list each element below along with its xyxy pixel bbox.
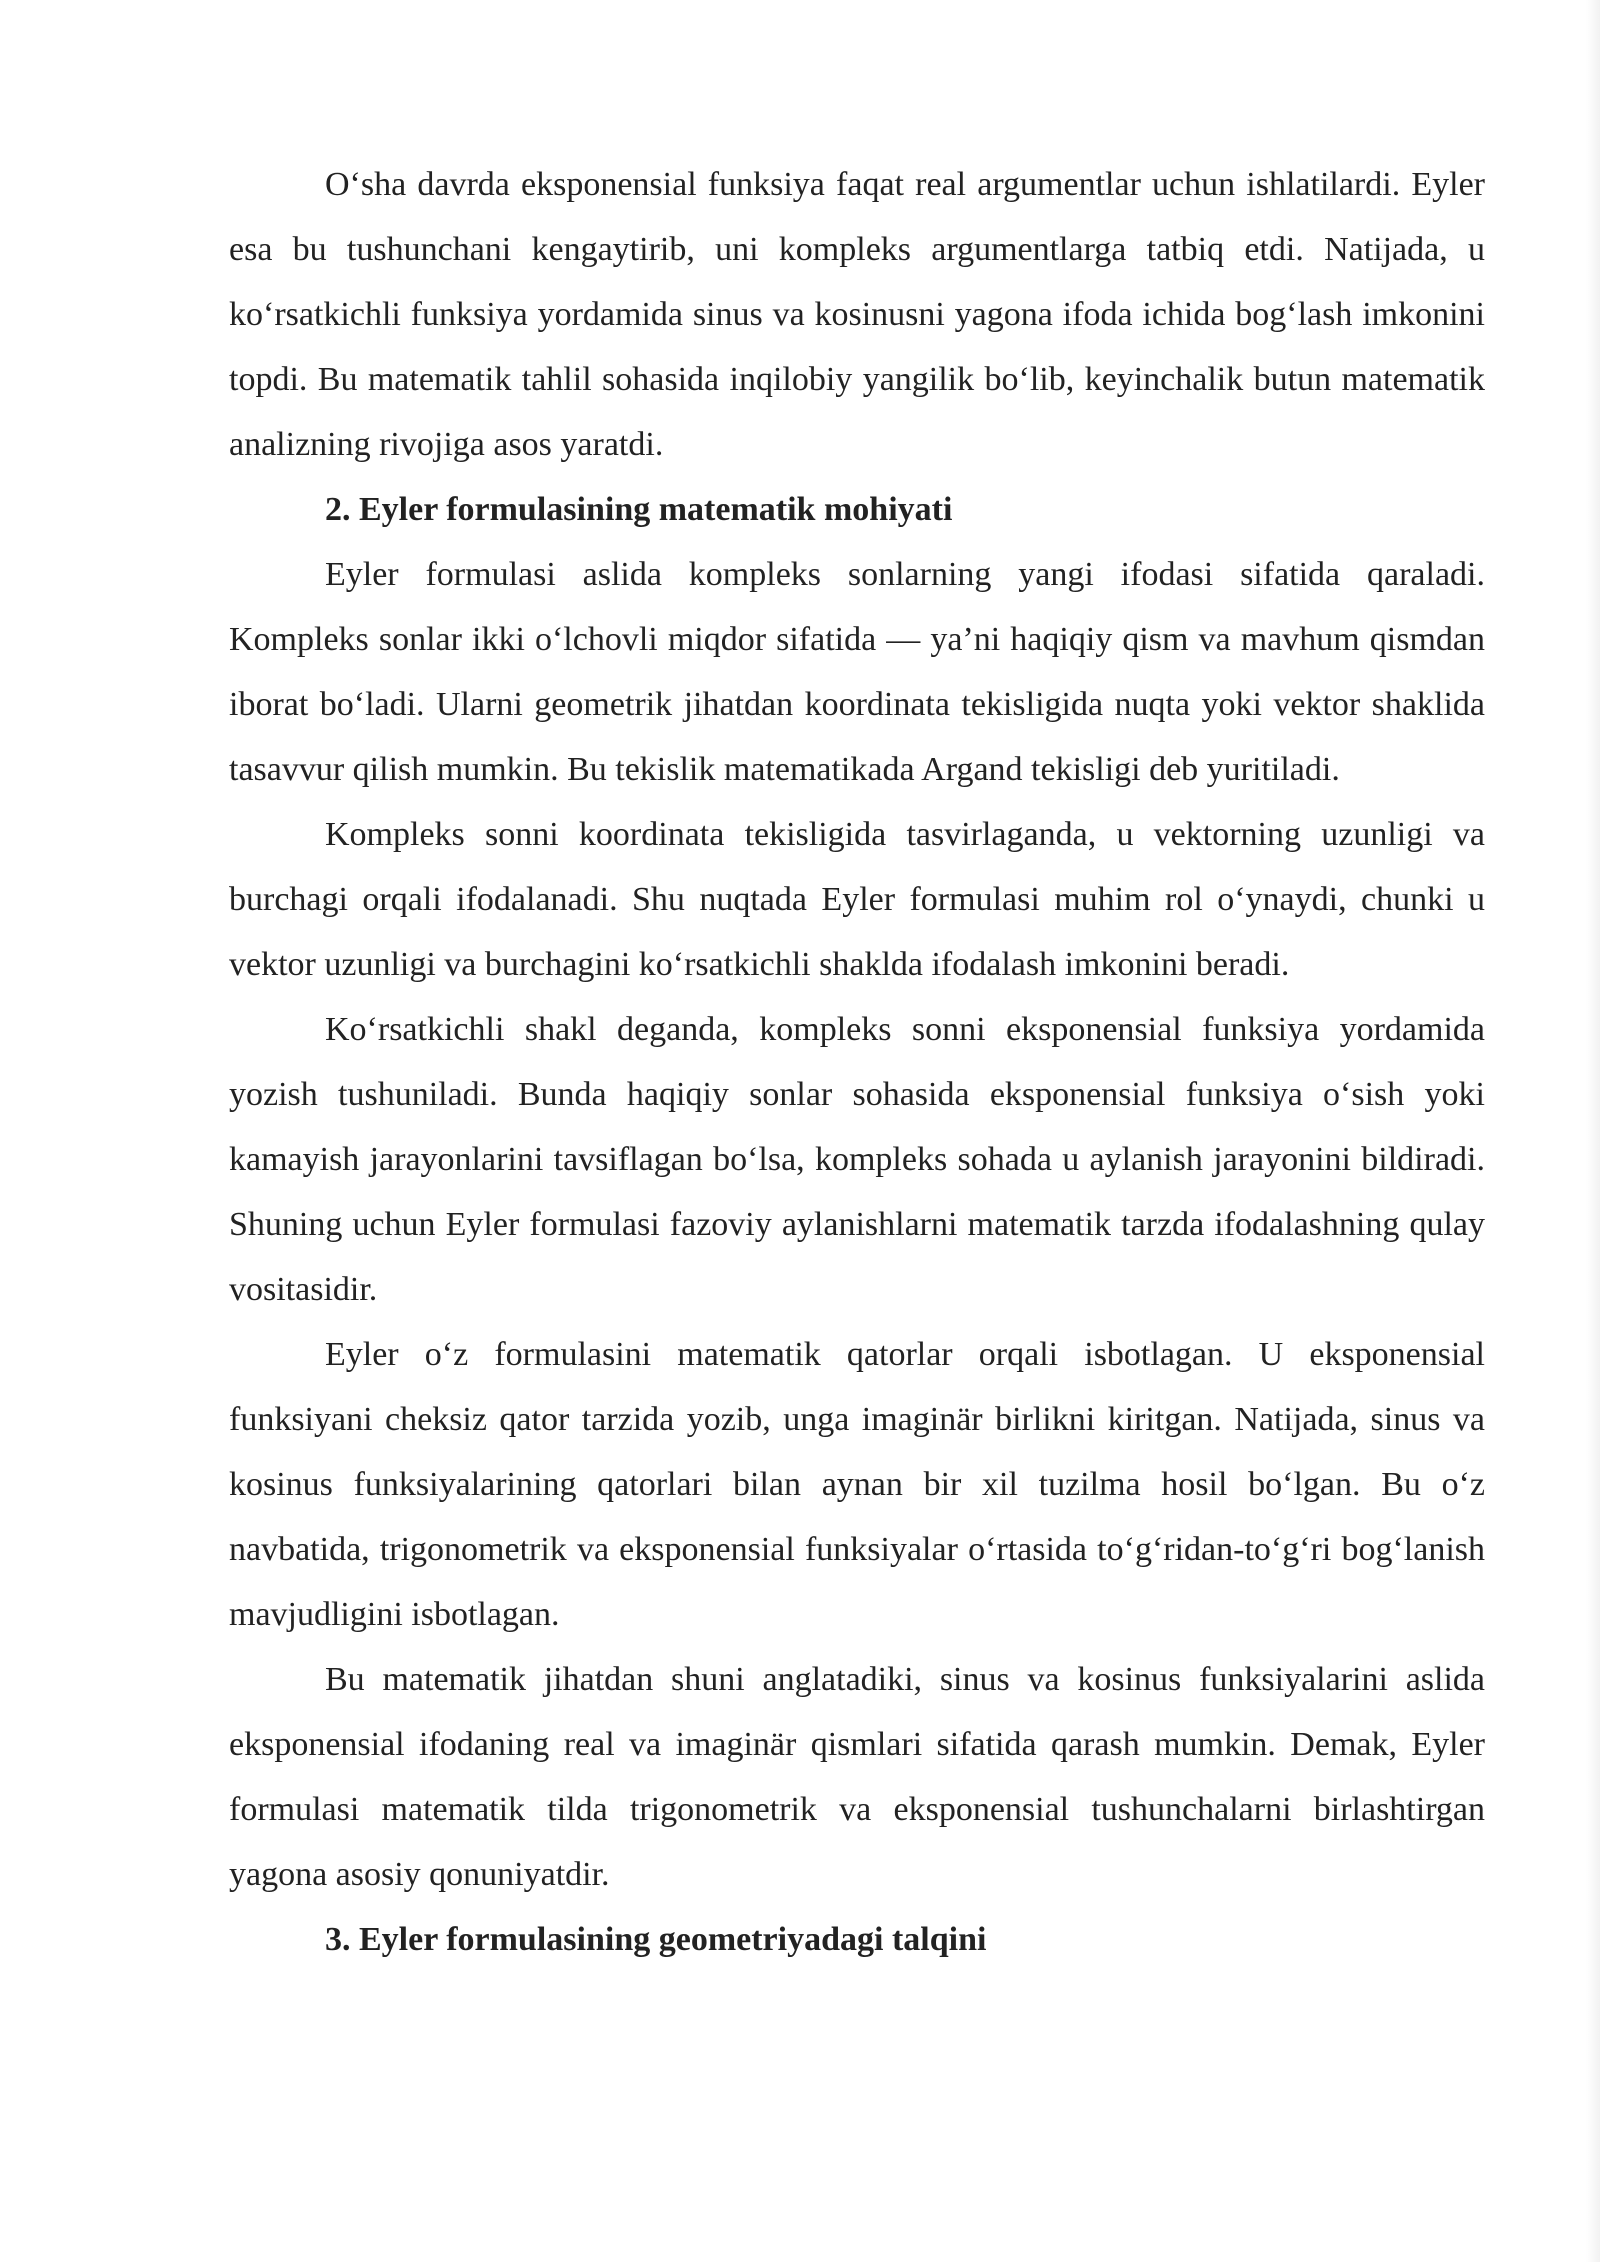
paragraph-complex-numbers: Eyler formulasi aslida kompleks sonlarning yangi ifodasi sifatida qaraladi. Kompleks sonlar ikki o‘lchovli miqdor sifatida — ya’ni haqiqiy qism va mavhum qismdan iborat bo‘ladi. Ularni geometrik jihatdan koordinata tekisligida nuqta yoki vektor shaklida tasavvur qilish mumkin. Bu tekislik matematikada Argand tekisligi deb yuritiladi. bbox=[229, 556, 1485, 788]
paragraph-series-proof: Eyler o‘z formulasini matematik qatorlar orqali isbotlagan. U eksponensial funksiyani cheksiz qator tarzida yozib, unga imaginär birlikni kiritgan. Natijada, sinus va kosinus funksiyalarining qatorlari bilan aynan bir xil tuzilma hosil bo‘lgan. Bu o‘z navbatida, trigonometrik va eksponensial funksiyalar o‘rtasida to‘g‘ridan-to‘g‘ri bog‘lanish mavjudligini isbotlagan. bbox=[229, 1336, 1485, 1633]
page-edge-shadow bbox=[1586, 0, 1600, 2262]
section-heading-3: 3. Eyler formulasining geometriyadagi talqini bbox=[325, 1921, 987, 1958]
paragraph-vector-length-angle: Kompleks sonni koordinata tekisligida tasvirlaganda, u vektorning uzunligi va burchagi orqali ifodalanadi. Shu nuqtada Eyler formulasi muhim rol o‘ynaydi, chunki u vektor uzunligi va burchagini ko‘rsatkichli shaklda ifodalash imkonini beradi. bbox=[229, 816, 1485, 983]
paragraph-exponential-form: Ko‘rsatkichli shakl deganda, kompleks sonni eksponensial funksiya yordamida yozish tushuniladi. Bunda haqiqiy sonlar sohasida eksponensial funksiya o‘sish yoki kamayish jarayonlarini tavsiflagan bo‘lsa, kompleks sohada u aylanish jarayonini bildiradi. Shuning uchun Eyler formulasi fazoviy aylanishlarni matematik tarzda ifodalashning qulay vositasidir. bbox=[229, 1011, 1485, 1308]
paragraph-real-imaginary-parts: Bu matematik jihatdan shuni anglatadiki, sinus va kosinus funksiyalarini aslida eksponensial ifodaning real va imaginär qismlari sifatida qarash mumkin. Demak, Eyler formulasi matematik tilda trigonometrik va eksponensial tushunchalarni birlashtirgan yagona asosiy qonuniyatdir. bbox=[229, 1661, 1485, 1893]
paragraph-exponential-history: O‘sha davrda eksponensial funksiya faqat real argumentlar uchun ishlatilardi. Eyler esa bu tushunchani kengaytirib, uni kompleks argumentlarga tatbiq etdi. Natijada, u ko‘rsatkichli funksiya yordamida sinus va kosinusni yagona ifoda ichida bog‘lash imkonini topdi. Bu matematik tahlil sohasida inqilobiy yangilik bo‘lib, keyinchalik butun matematik analizning rivojiga asos yaratdi. bbox=[229, 166, 1485, 463]
document-page bbox=[229, 152, 1485, 1972]
section-heading-2: 2. Eyler formulasining matematik mohiyati bbox=[325, 491, 953, 528]
